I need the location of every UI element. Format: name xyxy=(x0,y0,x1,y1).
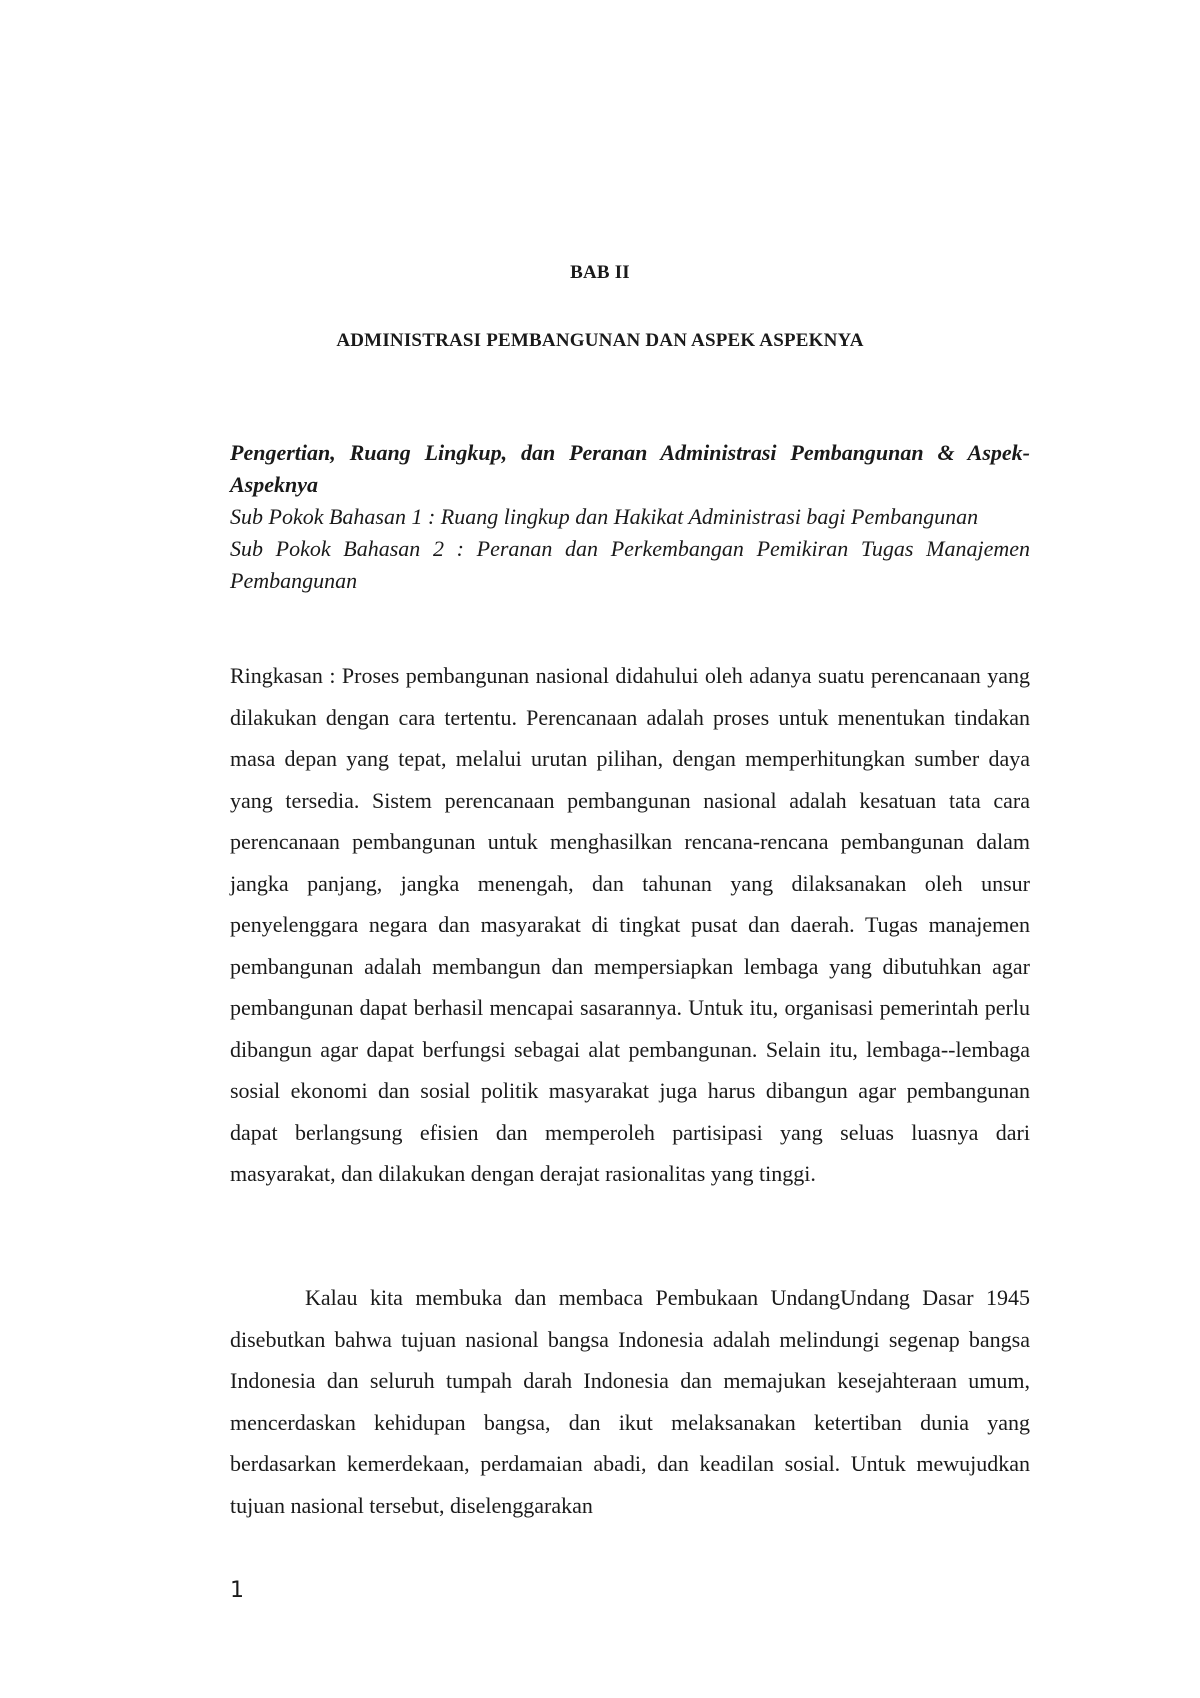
chapter-heading: BAB II xyxy=(570,262,630,283)
sub-topic-2: Sub Pokok Bahasan 2 : Peranan dan Perkembangan Pemikiran Tugas Manajemen Pembangunan xyxy=(230,536,1030,593)
sub-topic-1: Sub Pokok Bahasan 1 : Ruang lingkup dan Hakikat Administrasi bagi Pembangunan xyxy=(230,504,979,529)
topic-outline xyxy=(230,437,1030,597)
page-number: 1 xyxy=(230,1578,244,1603)
main-topic: Pengertian, Ruang Lingkup, dan Peranan Administrasi Pembangunan & Aspek-Aspeknya xyxy=(230,440,1030,497)
summary-paragraph: Ringkasan : Proses pembangunan nasional didahului oleh adanya suatu perencanaan yang dilakukan dengan cara tertentu. Perencanaan adalah proses untuk menentukan tindakan masa depan yang tepat, melalui urutan pilihan, dengan memperhitungkan sumber daya yang tersedia. Sistem perencanaan pembangunan nasional adalah kesatuan tata cara perencanaan pembangunan untuk menghasilkan rencana-rencana pembangunan dalam jangka panjang, jangka menengah, dan tahunan yang dilaksanakan oleh unsur penyelenggara negara dan masyarakat di tingkat pusat dan daerah. Tugas manajemen pembangunan adalah membangun dan mempersiapkan lembaga yang dibutuhkan agar pembangunan dapat berhasil mencapai sasarannya. Untuk itu, organisasi pemerintah perlu dibangun agar dapat berfungsi sebagai alat pembangunan. Selain itu, lembaga--lembaga sosial ekonomi dan sosial politik masyarakat juga harus dibangun agar pembangunan dapat berlangsung efisien dan memperoleh partisipasi yang seluas luasnya dari masyarakat, dan dilakukan dengan derajat rasionalitas yang tinggi. xyxy=(230,663,1030,1186)
body-paragraph: Kalau kita membuka dan membaca Pembukaan UndangUndang Dasar 1945 disebutkan bahwa tujuan nasional bangsa Indonesia adalah melindungi segenap bangsa Indonesia dan seluruh tumpah darah Indonesia dan memajukan kesejahteraan umum, mencerdaskan kehidupan bangsa, dan ikut melaksanakan ketertiban dunia yang berdasarkan kemerdekaan, perdamaian abadi, dan keadilan sosial. Untuk mewujudkan tujuan nasional tersebut, diselenggarakan xyxy=(230,1285,1030,1518)
chapter-title: ADMINISTRASI PEMBANGUNAN DAN ASPEK ASPEKNYA xyxy=(336,330,864,351)
